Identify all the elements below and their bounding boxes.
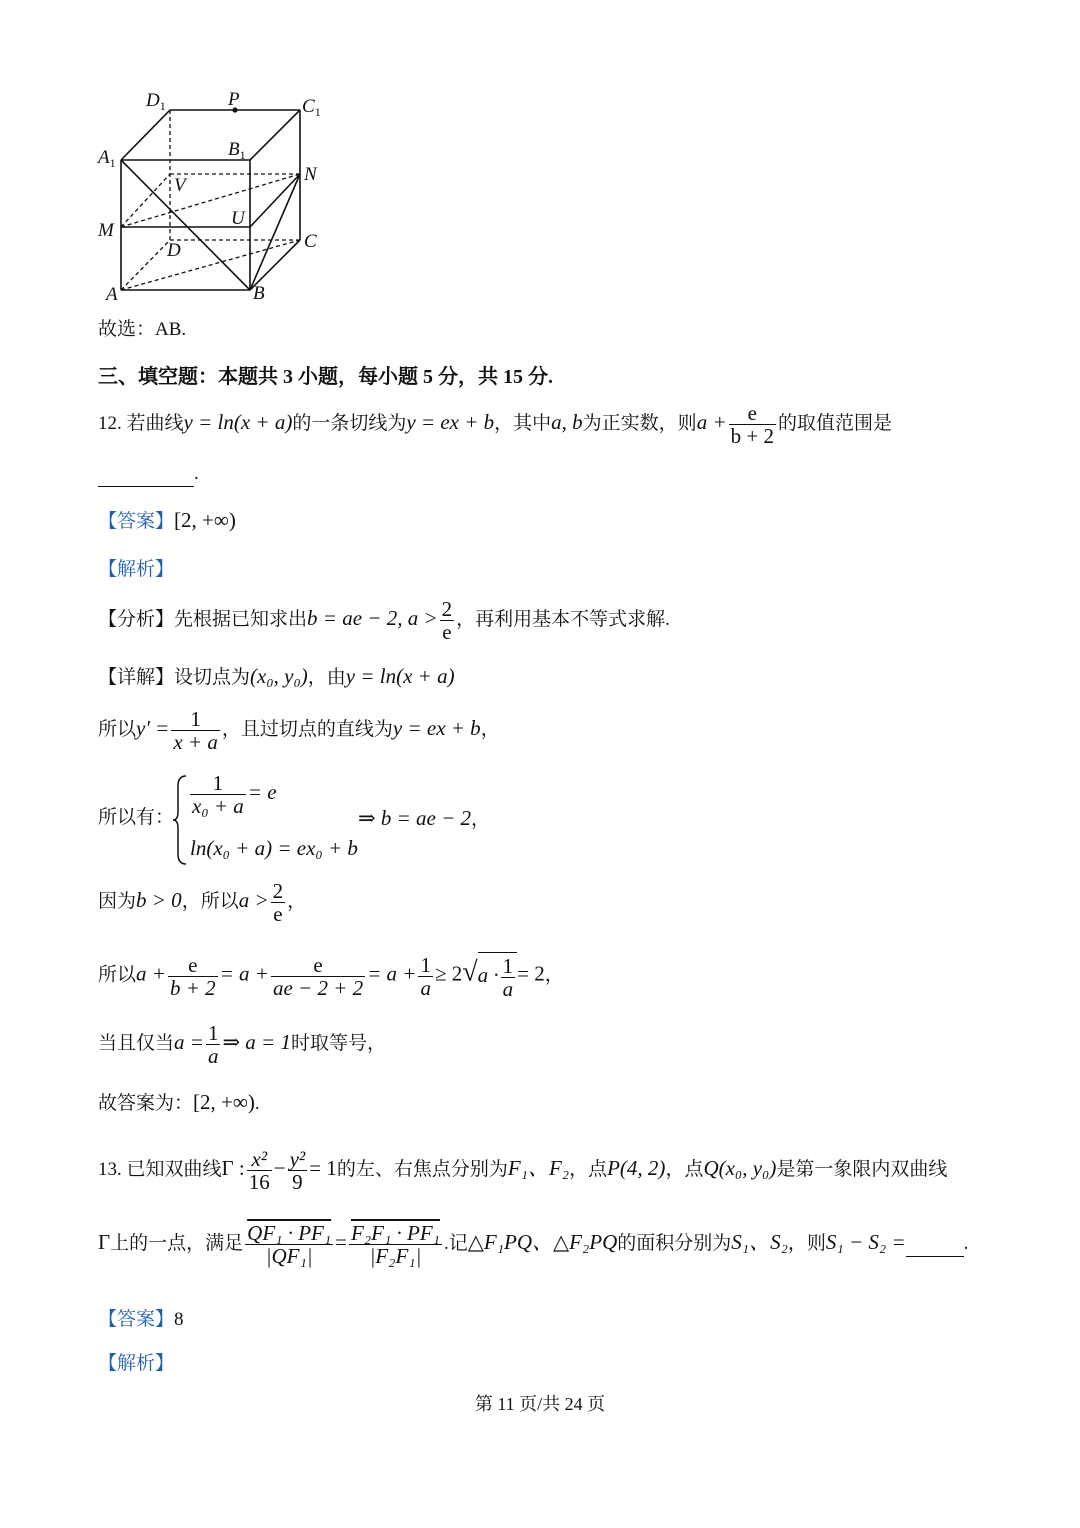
q13-text-1: 已知双曲线	[126, 1158, 222, 1180]
step3-end: ，	[287, 890, 307, 912]
step3-text-1: 因为	[98, 890, 137, 912]
section-heading: 三、填空题：本题共 3 小题，每小题 5 分，共 15 分.	[98, 366, 553, 388]
label-V: V	[174, 175, 186, 196]
segment-M-V	[121, 174, 170, 227]
step5-text-2: 时取等号，	[290, 1032, 386, 1054]
q13-foci: F₁、F₂	[507, 1155, 570, 1180]
cube-figure	[90, 85, 340, 310]
q12-text-3: ，其中	[494, 412, 552, 434]
q13-text-3: ，点	[569, 1158, 608, 1180]
step4-end: ，	[544, 964, 564, 986]
detail-point: (x₀, y₀)	[250, 664, 308, 688]
analysis-text-2: ，再利用基本不等式求解.	[456, 608, 670, 630]
detail-curve: y = ln(x + a)	[345, 664, 455, 688]
q12-number: 12.	[98, 412, 122, 434]
segment-A-C	[121, 240, 300, 290]
step5-fraction: $\frac{1}{a}$	[207, 1021, 219, 1068]
q12-curve: y = ln(x + a)	[183, 409, 293, 434]
analysis-fraction: $\frac{2}{e}$	[441, 597, 453, 644]
q13-fraction-2: $\frac{\text{F₂F₁ · PF₁}}{\text{|F₂F₁|}}$	[351, 1221, 440, 1268]
q13-stem-line-1	[98, 1148, 947, 1193]
q13-text-6: 上的一点，满足	[110, 1232, 244, 1254]
q13-point-q: Q(x₀, y₀)	[703, 1155, 777, 1180]
analysis-math: b = ae − 2, a >	[307, 605, 438, 630]
system-eq-1	[188, 772, 277, 817]
answer-value: [2, +∞)	[174, 508, 236, 532]
q13-text-4: ，点	[665, 1158, 704, 1180]
label-C1: $C_1$	[302, 96, 321, 119]
q13-triangles: △F₁PQ、△F₂PQ	[467, 1229, 618, 1254]
q12-vars: a, b	[551, 409, 583, 434]
step4-eq-3: = 2	[517, 961, 545, 986]
step4-fraction-4: $\frac{1}{a}$	[502, 954, 514, 1001]
q12-answer	[98, 508, 236, 534]
label-D1: $D_1$	[146, 90, 166, 113]
final-end: .	[254, 1093, 260, 1114]
label-P: P	[228, 89, 240, 110]
sqrt-sign: √	[462, 956, 478, 988]
q13-text-8: 的面积分别为	[617, 1232, 732, 1254]
segment-M-N	[121, 174, 300, 227]
sqrt-body: a · $\frac{1}{a}$	[478, 952, 518, 1000]
label-D: D	[167, 240, 181, 261]
step5-text-1: 当且仅当	[98, 1032, 175, 1054]
q12-step-3	[98, 880, 306, 925]
q13-answer-tag: 【答案】	[98, 1309, 175, 1330]
q13-point-p: P(4, 2)	[607, 1155, 666, 1180]
q13-fraction-1: $\frac{\text{QF₁ · PF₁}}{\text{|QF₁|}}$	[247, 1221, 332, 1268]
q12-text-2: 的一条切线为	[292, 412, 407, 434]
q13-number: 13.	[98, 1158, 122, 1180]
q12-text-5: 的取值范围是	[777, 412, 892, 434]
q12-answer-blank: .	[98, 462, 199, 487]
q13-minus: −	[273, 1155, 286, 1180]
step1-lhs: y′ =	[136, 715, 170, 740]
q13-answer-value: 8	[174, 1309, 184, 1330]
q13-text-9: ，则	[787, 1232, 826, 1254]
q13-answer	[98, 1308, 184, 1332]
edge-A1-D1	[121, 110, 170, 160]
system-result	[358, 806, 490, 832]
label-A1: $A_1$	[98, 147, 116, 170]
q13-text-2: 的左、右焦点分别为	[336, 1158, 508, 1180]
step4-eq: = a +	[219, 961, 269, 986]
q13-gamma-2: Γ	[98, 1229, 111, 1254]
step4-fraction-2: $\frac{e}{ae - 2 + 2}$	[272, 952, 364, 1000]
system-eq1-rhs: = e	[247, 779, 277, 804]
step5-math-2: ⇒ a = 1	[222, 1029, 291, 1054]
q13-blank	[906, 1232, 964, 1257]
analysis-text-1: 先根据已知求出	[174, 608, 308, 630]
q13-text-5: 是第一象限内双曲线	[776, 1158, 948, 1180]
system-brace	[172, 774, 188, 866]
q12-final	[98, 1090, 260, 1116]
q12-step-1	[98, 708, 500, 753]
q11-conclusion: 故选：AB.	[98, 319, 187, 340]
system-fraction: $\frac{1}{\text{x₀ + a}}$	[192, 771, 244, 818]
q12-tangent: y = ex + b	[406, 409, 495, 434]
q12-stem	[98, 402, 892, 447]
label-C: C	[304, 231, 317, 252]
q13-areas: S₁、S₂	[731, 1229, 788, 1254]
label-A: A	[106, 284, 118, 305]
q13-jiexi-tag: 【解析】	[98, 1353, 175, 1374]
q12-text-4: 为正实数，则	[582, 412, 697, 434]
q12-step-5	[98, 1022, 386, 1067]
q13-fraction-y: $\frac{\text{y²}}{9}$	[289, 1147, 306, 1194]
segment-U-N	[250, 174, 300, 227]
step4-a: a +	[136, 961, 166, 986]
analysis-tag: 【分析】	[98, 608, 175, 630]
step1-line: y = ex + b	[392, 715, 481, 740]
step4-eq-2: = a +	[367, 961, 417, 986]
q12-step-4	[98, 952, 564, 1000]
segment-B-N	[250, 174, 300, 290]
step5-math: a =	[174, 1029, 204, 1054]
step3-text-2: ，所以	[181, 890, 239, 912]
q12-jiexi-tag: 【解析】	[98, 559, 175, 580]
final-answer: [2, +∞)	[193, 1090, 255, 1114]
step1-text-2: ，且过切点的直线为	[221, 718, 393, 740]
q12-detail	[98, 664, 455, 690]
system-eq-2: ln(x₀ + a) = ex₀ + b	[190, 836, 358, 860]
step3-math: b > 0	[136, 887, 182, 912]
label-N: N	[304, 164, 317, 185]
q13-gamma: Γ :	[221, 1155, 245, 1180]
q13-end: .	[963, 1232, 969, 1254]
step1-end: ，	[480, 718, 500, 740]
page-footer: 第 11 页/共 24 页	[474, 1394, 606, 1414]
q13-eq: =	[335, 1229, 347, 1254]
system-result-end: ，	[471, 809, 491, 830]
label-B: B	[253, 283, 265, 304]
q13-diff: S₁ − S₂ =	[825, 1229, 906, 1254]
detail-tag: 【详解】	[98, 667, 175, 688]
step1-text: 所以	[98, 718, 137, 740]
q12-fraction: $\frac{e}{b + 2}$	[730, 401, 774, 448]
q13-fraction-x: $\frac{\text{x²}}{16}$	[248, 1147, 270, 1194]
q13-text-7: .记	[443, 1232, 468, 1254]
step4-fraction-1: $\frac{e}{b + 2}$	[169, 952, 216, 1000]
q12-step-2: 所以有：	[98, 807, 175, 828]
q13-stem-line-2	[98, 1222, 968, 1267]
q13-eq1: = 1	[309, 1155, 337, 1180]
label-B1: $B_1$	[228, 139, 246, 162]
label-U: U	[231, 208, 245, 229]
final-text: 故答案为：	[98, 1093, 194, 1114]
step3-math-2: a >	[238, 887, 269, 912]
q12-analysis	[98, 598, 670, 643]
step4-fraction-3: $\frac{1}{a}$	[420, 952, 431, 1000]
q12-text-1: 若曲线	[126, 412, 184, 434]
edge-B1-C1	[250, 110, 300, 160]
detail-text-1: 设切点为	[174, 667, 251, 688]
answer-tag: 【答案】	[98, 511, 175, 532]
step3-fraction: $\frac{2}{e}$	[272, 879, 284, 926]
step4-text: 所以	[98, 964, 137, 986]
edge-A-D	[121, 240, 170, 290]
step4-ge: ≥ 2	[434, 961, 463, 986]
system-result-math: ⇒ b = ae − 2	[358, 806, 472, 830]
q12-expr-a: a +	[696, 409, 727, 434]
step1-fraction: $\frac{1}{x + a}$	[173, 707, 218, 754]
detail-text-2: ，由	[307, 667, 346, 688]
label-M: M	[98, 220, 114, 241]
